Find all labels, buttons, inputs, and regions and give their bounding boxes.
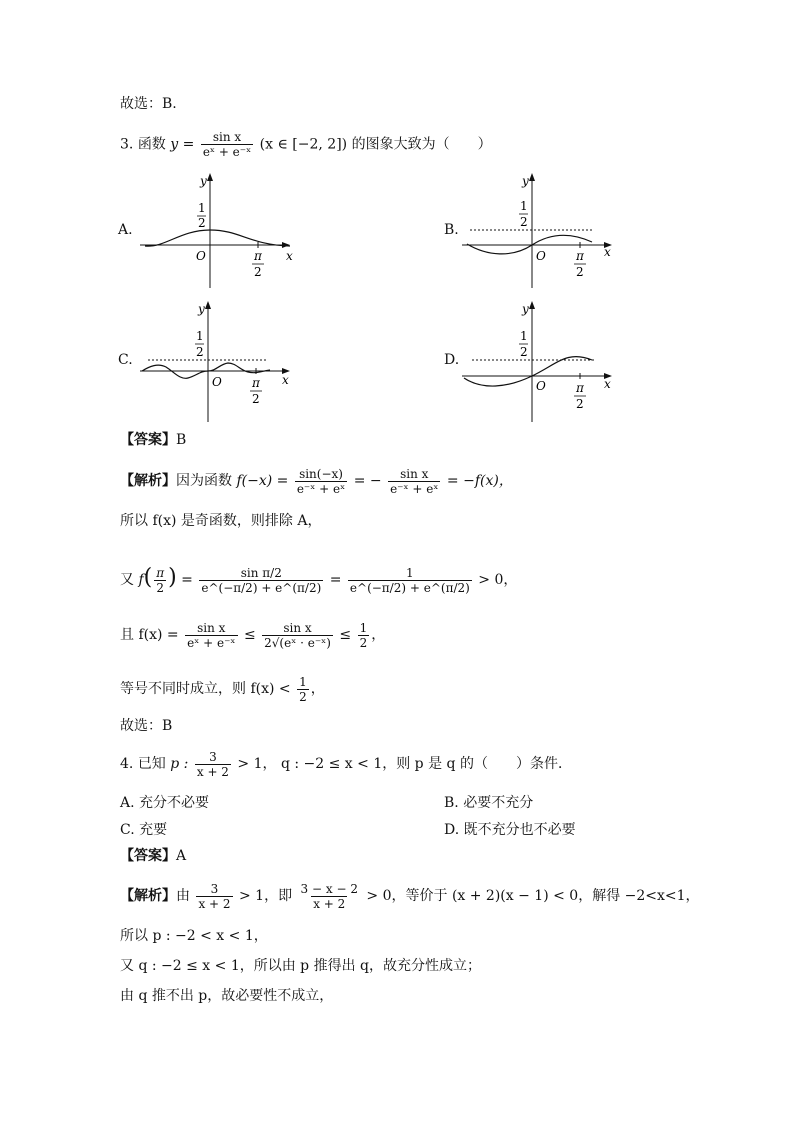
q3-option-b-label: B. bbox=[444, 222, 459, 238]
graph-b bbox=[462, 170, 622, 290]
q4-prefix: 已知 bbox=[137, 756, 166, 772]
graph-a-half-num: 1 bbox=[198, 201, 206, 215]
q3-analysis-4-hn: 1 bbox=[359, 620, 368, 635]
q4-a1-mid: > 1，即 bbox=[239, 888, 293, 904]
graph-a-half-den: 2 bbox=[198, 216, 206, 230]
graph-a bbox=[140, 170, 300, 290]
q3-analysis-1-n2: sin x bbox=[400, 466, 429, 481]
q4-a1-d1: x + 2 bbox=[198, 896, 231, 911]
q3-analysis-4-pre: 且 f(x) = bbox=[120, 627, 179, 643]
q4-option-b bbox=[444, 792, 533, 812]
q3-analysis-4-d1: eˣ + e⁻ˣ bbox=[187, 635, 236, 650]
graph-a-x-label: x bbox=[286, 249, 293, 263]
graph-a-y-label: y bbox=[200, 174, 207, 188]
q3-analysis-1-frac1 bbox=[295, 467, 347, 496]
q4-analysis-4: 由 q 推不出 p，故必要性不成立， bbox=[120, 988, 334, 1004]
q4-analysis-1 bbox=[120, 878, 700, 914]
graph-b-x-label: x bbox=[604, 245, 611, 259]
q4-a1-n2: 3 − x − 2 bbox=[300, 881, 358, 896]
q3-answer bbox=[120, 429, 186, 451]
q4-option-d-text: 既不充分也不必要 bbox=[463, 822, 576, 838]
q3-analysis-1-fx: f(−x) = bbox=[236, 473, 289, 489]
q4-a1-frac2 bbox=[299, 882, 360, 911]
graph-a-origin: O bbox=[196, 249, 206, 263]
q4-p-rel: > 1， bbox=[237, 756, 277, 772]
q3-answer-tag: 【答案】 bbox=[120, 432, 176, 448]
q4-p-den: x + 2 bbox=[196, 764, 229, 779]
q3-analysis-3-n1: sin π/2 bbox=[240, 565, 282, 580]
graph-c-y-label: y bbox=[198, 302, 205, 316]
q4-a1-end: > 0，等价于 (x + 2)(x − 1) < 0，解得 −2<x<1， bbox=[366, 888, 700, 904]
graph-b-y-label: y bbox=[522, 174, 529, 188]
q4-number: 4. bbox=[120, 756, 134, 772]
q3-answer-value: B bbox=[176, 432, 187, 448]
q3-analysis-2: 所以 f(x) 是奇函数，则排除 A， bbox=[120, 513, 322, 529]
q3-analysis-1-end: = −f(x)， bbox=[446, 473, 513, 489]
graph-d-y-label: y bbox=[522, 302, 529, 316]
q3-option-c-label: C. bbox=[118, 352, 133, 368]
q3-domain: (x ∈ [−2, 2]) bbox=[259, 136, 348, 153]
q3-analysis-4-n2: sin x bbox=[283, 620, 312, 635]
q3-analysis-1-mid: = − bbox=[353, 473, 382, 489]
graph-d-x-label: x bbox=[604, 377, 611, 391]
graph-c-half-num: 1 bbox=[196, 329, 204, 343]
q4-a1-n1: 3 bbox=[210, 881, 219, 896]
graph-c-pi-den: 2 bbox=[252, 392, 260, 406]
q4-analysis-2: 所以 p : −2 < x < 1， bbox=[120, 928, 268, 944]
q4-option-a bbox=[120, 792, 209, 812]
q4-answer bbox=[120, 845, 186, 867]
graph-d-half-den: 2 bbox=[520, 345, 528, 359]
q3-analysis-1 bbox=[120, 466, 513, 496]
q3-analysis-3-d1: e^(−π/2) + e^(π/2) bbox=[201, 580, 322, 595]
q3-analysis-5-half bbox=[297, 675, 309, 704]
q4-a1-pre: 由 bbox=[176, 888, 190, 904]
graph-a-pi-den: 2 bbox=[254, 265, 262, 279]
graph-b-origin: O bbox=[536, 249, 546, 263]
graph-c bbox=[140, 298, 300, 424]
q3-analysis-4-d2: 2√(eˣ · e⁻ˣ) bbox=[264, 635, 331, 650]
q3-analysis-4-hd: 2 bbox=[359, 635, 368, 650]
q3-number: 3. bbox=[120, 136, 134, 153]
q3-analysis-5-pre: 等号不同时成立，则 f(x) < bbox=[120, 681, 291, 697]
q3-analysis-3-argn: π bbox=[156, 565, 165, 580]
q4-option-c bbox=[120, 819, 167, 839]
q4-a1-frac1 bbox=[196, 882, 232, 911]
q4-answer-tag: 【答案】 bbox=[120, 848, 176, 864]
q4-a1-d2: x + 2 bbox=[313, 896, 346, 911]
q3-analysis-1-frac2 bbox=[388, 467, 440, 496]
q3-analysis-3-arg bbox=[154, 566, 166, 595]
graph-d bbox=[462, 298, 622, 424]
q4-option-b-label: B. bbox=[444, 795, 459, 811]
q3-analysis-1-d2: e⁻ˣ + eˣ bbox=[390, 481, 439, 496]
q3-stem bbox=[120, 130, 492, 158]
graph-a-pi-num: π bbox=[254, 249, 262, 263]
q3-analysis-1-pre: 因为函数 bbox=[176, 473, 232, 489]
q3-analysis-1-n1: sin(−x) bbox=[299, 466, 343, 481]
q4-option-c-label: C. bbox=[120, 822, 135, 838]
q4-analysis-tag: 【解析】 bbox=[120, 888, 176, 904]
q3-analysis-3-pre: 又 bbox=[120, 572, 134, 588]
q4-p-label: p : bbox=[170, 756, 189, 772]
graph-c-half-den: 2 bbox=[196, 345, 204, 359]
graph-d-pi-num: π bbox=[576, 381, 584, 395]
q3-analysis-4-frac2 bbox=[262, 621, 333, 650]
q3-option-a-label: A. bbox=[118, 222, 133, 238]
q3-conclusion: 故选：B bbox=[120, 718, 173, 734]
q3-analysis-5: 等号不同时成立，则 f(x) < $\frac{1}{2}$ ， bbox=[120, 674, 325, 704]
q4-option-d bbox=[444, 819, 576, 839]
q3-analysis-tag: 【解析】 bbox=[120, 473, 176, 489]
q4-q-text: q : −2 ≤ x < 1，则 p 是 q 的（ ）条件． bbox=[280, 756, 572, 772]
q3-frac-num: sin x bbox=[212, 130, 242, 144]
q3-analysis-1-d1: e⁻ˣ + eˣ bbox=[296, 481, 346, 496]
graph-c-x-label: x bbox=[282, 373, 289, 387]
q4-option-b-text: 必要不充分 bbox=[463, 795, 534, 811]
q4-option-c-text: 充要 bbox=[139, 822, 168, 838]
q3-option-d-label: D. bbox=[444, 352, 460, 368]
q3-frac-den: eˣ + e⁻ˣ bbox=[202, 145, 252, 159]
graph-c-pi-num: π bbox=[252, 376, 260, 390]
q3-analysis-3-frac2 bbox=[348, 566, 472, 595]
q3-analysis-3: 又 f( $\frac{\pi}{2}$ ) = $\frac{\text{sin π/2}}{e\^{}(-\pi/2) + e\^{}(\pi/2)}$ = $\frac{1}{e\^{}(-\pi/2) + e\^{}(\pi/2)}$ > 0， bbox=[120, 565, 518, 595]
graph-b-pi-num: π bbox=[576, 249, 584, 263]
q4-option-d-label: D. bbox=[444, 822, 460, 838]
q4-analysis-3: 又 q : −2 ≤ x < 1，所以由 p 推得出 q，故充分性成立； bbox=[120, 958, 482, 974]
q4-stem bbox=[120, 746, 572, 782]
q3-prefix: 函数 bbox=[137, 136, 166, 153]
q3-analysis-5-hd: 2 bbox=[299, 689, 307, 704]
graph-b-pi-den: 2 bbox=[576, 265, 584, 279]
graph-c-origin: O bbox=[212, 375, 222, 389]
q3-analysis-4-n1: sin x bbox=[197, 620, 226, 635]
q3-analysis-4-half bbox=[358, 621, 370, 650]
graph-b-half-den: 2 bbox=[520, 215, 528, 229]
graph-d-half-num: 1 bbox=[520, 329, 528, 343]
q3-y-eq: y = bbox=[170, 136, 195, 153]
q4-option-a-text: 充分不必要 bbox=[139, 795, 210, 811]
q3-analysis-5-hn: 1 bbox=[299, 674, 307, 689]
intro-line: 故选：B. bbox=[120, 96, 177, 112]
q4-p-num: 3 bbox=[209, 749, 217, 764]
graph-b-half-num: 1 bbox=[520, 199, 528, 213]
q3-suffix: 的图象大致为（ ） bbox=[351, 136, 492, 153]
q4-p-frac bbox=[195, 750, 231, 779]
q4-answer-value: A bbox=[176, 848, 187, 864]
q4-option-a-label: A. bbox=[120, 795, 135, 811]
q3-analysis-3-frac1 bbox=[199, 566, 323, 595]
q3-analysis-3-f: f bbox=[138, 572, 144, 588]
q3-analysis-3-end: > 0， bbox=[478, 572, 518, 588]
q3-analysis-4-frac1 bbox=[185, 621, 237, 650]
q3-fraction bbox=[201, 130, 253, 159]
q3-analysis-3-n2: 1 bbox=[406, 565, 414, 580]
graph-d-pi-den: 2 bbox=[576, 397, 584, 411]
q3-analysis-3-d2: e^(−π/2) + e^(π/2) bbox=[349, 580, 470, 595]
graph-d-origin: O bbox=[536, 379, 546, 393]
q3-analysis-3-argd: 2 bbox=[156, 580, 164, 595]
q3-analysis-4: 且 f(x) = $\frac{\text{sin x}}{\text{eˣ + e⁻ˣ}}$ ≤ $\frac{\text{sin x}}{\text{2√(eˣ · e⁻ˣ)}}$ ≤ $\frac{1}{2}$ ， bbox=[120, 620, 386, 650]
